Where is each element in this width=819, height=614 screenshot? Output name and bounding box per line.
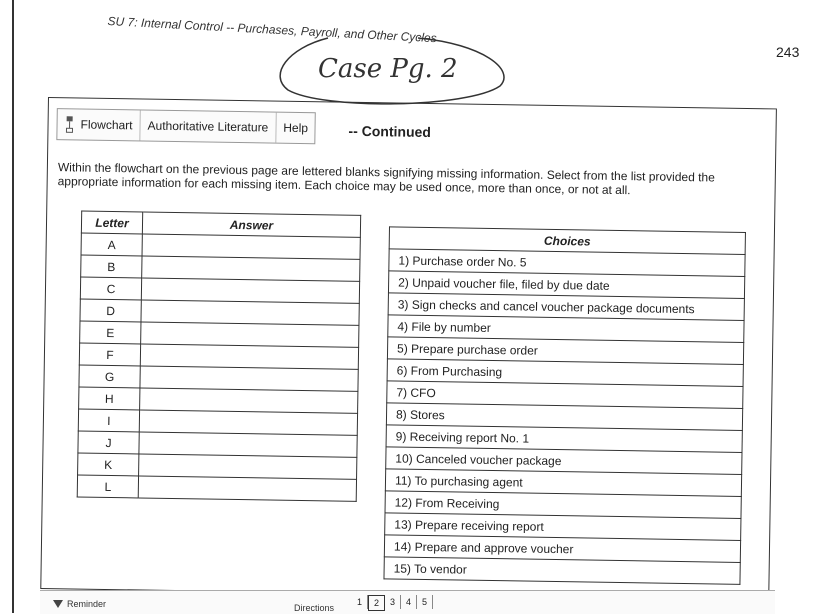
page-tab-1[interactable]: 1 [352, 595, 368, 609]
reminder-button[interactable] [52, 599, 106, 609]
letter-cell: H [79, 387, 140, 410]
flag-icon [52, 599, 64, 609]
page-tab-3[interactable]: 3 [385, 595, 401, 609]
choices-column-header: Choices [389, 227, 745, 255]
tab-authoritative-literature-label: Authoritative Literature [147, 119, 268, 135]
answer-cell[interactable] [138, 476, 356, 501]
choice-item: 3) Sign checks and cancel voucher package documents [388, 293, 744, 321]
continued-label: -- Continued [348, 123, 431, 140]
directions-label[interactable]: Directions [294, 603, 334, 613]
tab-help-label: Help [283, 121, 308, 135]
letter-cell: J [78, 431, 139, 454]
tab-flowchart[interactable] [57, 109, 139, 140]
instructions-text: Within the flowchart on the previous page are lettered blanks signifying missing information. Select from the list provided the appropriate information for each missing item. Each choice may be used once, more than once, or not at all. [58, 160, 773, 199]
page-tabs [352, 595, 433, 611]
choices-table [383, 226, 746, 585]
letter-answer-table [77, 211, 361, 502]
tab-bar [56, 108, 316, 144]
question-frame [40, 97, 777, 600]
letter-cell: E [80, 321, 141, 344]
choice-item: 7) CFO [387, 381, 743, 409]
letter-column-header: Letter [81, 211, 142, 234]
choice-item: 1) Purchase order No. 5 [389, 249, 745, 277]
page-left-edge [12, 0, 14, 613]
list-item [384, 557, 740, 585]
reminder-label: Reminder [67, 599, 106, 609]
choice-item: 12) From Receiving [385, 491, 741, 519]
choice-item: 8) Stores [386, 403, 742, 431]
page-tab-4[interactable]: 4 [401, 595, 417, 609]
letter-cell: K [78, 453, 139, 476]
table-row [77, 475, 356, 501]
letter-cell: G [79, 365, 140, 388]
letter-cell: I [78, 409, 139, 432]
choice-item: 6) From Purchasing [387, 359, 743, 387]
choice-item: 11) To purchasing agent [385, 469, 741, 497]
tab-flowchart-label: Flowchart [80, 118, 132, 133]
letter-cell: D [80, 299, 141, 322]
page-number: 243 [776, 44, 799, 60]
letter-cell: C [80, 277, 141, 300]
tab-help[interactable] [275, 113, 315, 144]
choice-item: 4) File by number [388, 315, 744, 343]
page-tab-5[interactable]: 5 [417, 595, 433, 609]
choice-item: 9) Receiving report No. 1 [386, 425, 742, 453]
page-tab-2[interactable]: 2 [368, 595, 385, 611]
choice-item: 5) Prepare purchase order [387, 337, 743, 365]
choice-item: 10) Canceled voucher package [386, 447, 742, 475]
chapter-header: SU 7: Internal Control -- Purchases, Payroll, and Other Cycles [107, 14, 437, 45]
choice-item: 15) To vendor [384, 557, 740, 585]
choice-item: 2) Unpaid voucher file, filed by due date [388, 271, 744, 299]
letter-cell: F [79, 343, 140, 366]
handwritten-note: Case Pg. 2 [318, 54, 458, 84]
answer-column-header: Answer [142, 212, 360, 237]
letter-cell: L [77, 475, 138, 498]
choice-item: 13) Prepare receiving report [385, 513, 741, 541]
choice-item: 14) Prepare and approve voucher [384, 535, 740, 563]
letter-cell: B [81, 255, 142, 278]
bottom-navigation-bar [40, 590, 775, 614]
letter-cell: A [81, 233, 142, 256]
tab-authoritative-literature[interactable] [139, 110, 275, 142]
flowchart-icon [64, 115, 74, 133]
